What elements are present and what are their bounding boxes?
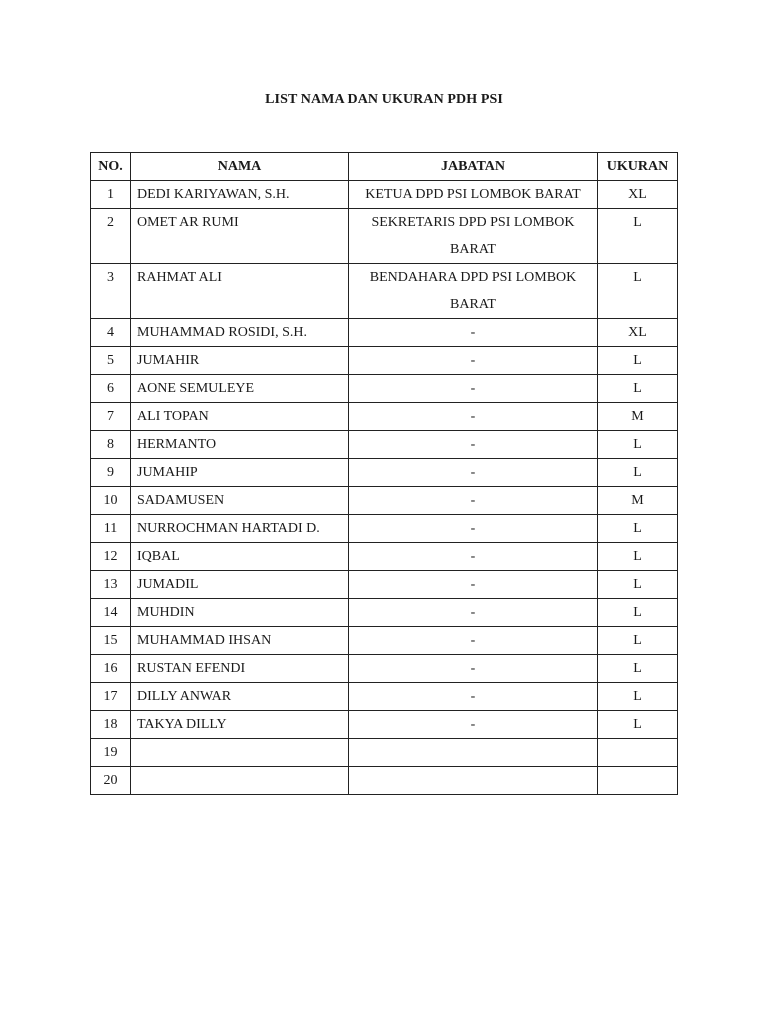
cell-role: - bbox=[349, 543, 598, 571]
table-row bbox=[91, 487, 678, 515]
table-row bbox=[91, 767, 678, 795]
cell-size: XL bbox=[598, 319, 678, 347]
cell-no: 3 bbox=[91, 264, 131, 319]
table-row bbox=[91, 627, 678, 655]
cell-no: 17 bbox=[91, 683, 131, 711]
cell-no: 11 bbox=[91, 515, 131, 543]
cell-role: - bbox=[349, 711, 598, 739]
cell-role: KETUA DPD PSI LOMBOK BARAT bbox=[349, 181, 598, 209]
cell-no: 10 bbox=[91, 487, 131, 515]
header-name: NAMA bbox=[131, 153, 349, 181]
cell-size: L bbox=[598, 431, 678, 459]
table-row bbox=[91, 375, 678, 403]
cell-size: L bbox=[598, 515, 678, 543]
table-row bbox=[91, 711, 678, 739]
cell-size bbox=[598, 767, 678, 795]
cell-name: RUSTAN EFENDI bbox=[131, 655, 349, 683]
cell-role: - bbox=[349, 655, 598, 683]
cell-no: 2 bbox=[91, 209, 131, 264]
cell-name: JUMAHIP bbox=[131, 459, 349, 487]
table-row bbox=[91, 319, 678, 347]
table-row bbox=[91, 683, 678, 711]
cell-role: - bbox=[349, 571, 598, 599]
cell-no: 15 bbox=[91, 627, 131, 655]
table-row bbox=[91, 599, 678, 627]
cell-size: L bbox=[598, 655, 678, 683]
cell-name: OMET AR RUMI bbox=[131, 209, 349, 264]
page-title: LIST NAMA DAN UKURAN PDH PSI bbox=[265, 92, 503, 107]
cell-role: - bbox=[349, 487, 598, 515]
table-row bbox=[91, 264, 678, 319]
cell-role: - bbox=[349, 627, 598, 655]
roster-table bbox=[90, 152, 678, 795]
table-row bbox=[91, 181, 678, 209]
cell-no: 5 bbox=[91, 347, 131, 375]
cell-name: IQBAL bbox=[131, 543, 349, 571]
cell-no: 8 bbox=[91, 431, 131, 459]
table-row bbox=[91, 431, 678, 459]
table-row bbox=[91, 403, 678, 431]
cell-size: L bbox=[598, 711, 678, 739]
cell-role: - bbox=[349, 459, 598, 487]
cell-no: 7 bbox=[91, 403, 131, 431]
cell-name: TAKYA DILLY bbox=[131, 711, 349, 739]
cell-name bbox=[131, 767, 349, 795]
cell-role: BENDAHARA DPD PSI LOMBOK BARAT bbox=[349, 264, 598, 319]
cell-name: SADAMUSEN bbox=[131, 487, 349, 515]
cell-no: 1 bbox=[91, 181, 131, 209]
cell-role bbox=[349, 767, 598, 795]
cell-no: 19 bbox=[91, 739, 131, 767]
cell-role: SEKRETARIS DPD PSI LOMBOK BARAT bbox=[349, 209, 598, 264]
cell-name: DILLY ANWAR bbox=[131, 683, 349, 711]
cell-size: L bbox=[598, 683, 678, 711]
cell-no: 6 bbox=[91, 375, 131, 403]
table-row bbox=[91, 347, 678, 375]
table-row bbox=[91, 655, 678, 683]
cell-no: 20 bbox=[91, 767, 131, 795]
table-row bbox=[91, 739, 678, 767]
cell-role: - bbox=[349, 375, 598, 403]
cell-name: MUHAMMAD ROSIDI, S.H. bbox=[131, 319, 349, 347]
cell-name bbox=[131, 739, 349, 767]
cell-name: NURROCHMAN HARTADI D. bbox=[131, 515, 349, 543]
table-row bbox=[91, 571, 678, 599]
cell-size: M bbox=[598, 487, 678, 515]
cell-role: - bbox=[349, 515, 598, 543]
cell-size: L bbox=[598, 209, 678, 264]
cell-role bbox=[349, 739, 598, 767]
cell-name: ALI TOPAN bbox=[131, 403, 349, 431]
cell-name: MUHDIN bbox=[131, 599, 349, 627]
cell-no: 9 bbox=[91, 459, 131, 487]
table-row bbox=[91, 209, 678, 264]
cell-no: 12 bbox=[91, 543, 131, 571]
cell-no: 4 bbox=[91, 319, 131, 347]
cell-role: - bbox=[349, 683, 598, 711]
header-no: NO. bbox=[91, 153, 131, 181]
cell-size: L bbox=[598, 375, 678, 403]
cell-size: L bbox=[598, 627, 678, 655]
header-role: JABATAN bbox=[349, 153, 598, 181]
cell-size: L bbox=[598, 571, 678, 599]
cell-size bbox=[598, 739, 678, 767]
cell-size: XL bbox=[598, 181, 678, 209]
cell-role: - bbox=[349, 431, 598, 459]
cell-role: - bbox=[349, 347, 598, 375]
cell-size: L bbox=[598, 347, 678, 375]
cell-name: AONE SEMULEYE bbox=[131, 375, 349, 403]
cell-size: L bbox=[598, 543, 678, 571]
table-header-row bbox=[91, 153, 678, 181]
header-size: UKURAN bbox=[598, 153, 678, 181]
cell-role: - bbox=[349, 403, 598, 431]
cell-name: MUHAMMAD IHSAN bbox=[131, 627, 349, 655]
cell-size: L bbox=[598, 459, 678, 487]
table-row bbox=[91, 515, 678, 543]
cell-no: 18 bbox=[91, 711, 131, 739]
cell-role: - bbox=[349, 319, 598, 347]
cell-name: JUMAHIR bbox=[131, 347, 349, 375]
cell-no: 13 bbox=[91, 571, 131, 599]
cell-size: L bbox=[598, 599, 678, 627]
cell-name: RAHMAT ALI bbox=[131, 264, 349, 319]
table-row bbox=[91, 459, 678, 487]
cell-name: DEDI KARIYAWAN, S.H. bbox=[131, 181, 349, 209]
table-row bbox=[91, 543, 678, 571]
cell-role: - bbox=[349, 599, 598, 627]
cell-size: M bbox=[598, 403, 678, 431]
cell-name: HERMANTO bbox=[131, 431, 349, 459]
cell-no: 16 bbox=[91, 655, 131, 683]
cell-no: 14 bbox=[91, 599, 131, 627]
cell-size: L bbox=[598, 264, 678, 319]
cell-name: JUMADIL bbox=[131, 571, 349, 599]
